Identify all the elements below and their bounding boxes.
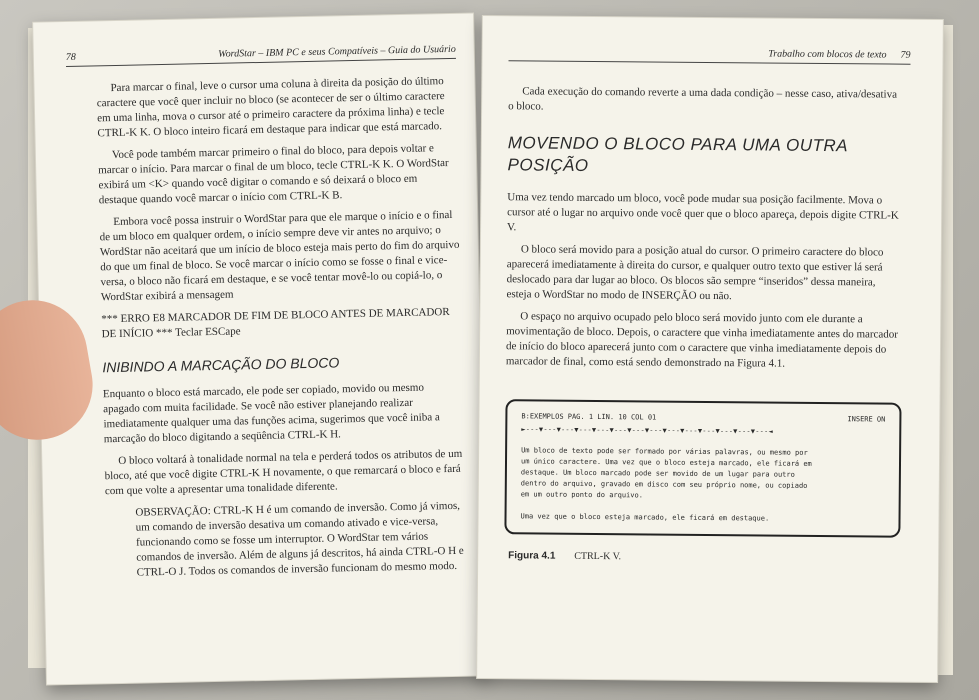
right-page-number: 79 bbox=[900, 49, 911, 61]
left-paragraph: Embora você possa instruir o WordStar para que ele marque o início e o final de um bloco em qualquer ordem, o início sempre deve vir antes no arquivo; o WordStar não aceitará que um início de bloco esteja mais perto do fim do arquivo do que um final de bloco. Se você marcar o início como se fosse o final e vice-versa, o bloco não ficará em destaque, e se você tentar movê-lo ou copiá-lo, o WordStar exibirá a mensagem bbox=[99, 208, 460, 304]
screen-line: um único caractere. Uma vez que o bloco esteja marcado, ele ficará em bbox=[520, 457, 812, 468]
screen-status-line bbox=[521, 411, 885, 425]
right-intro: Cada execução do comando reverte a uma dada condição – nesse caso, ativa/desativa o bloco. bbox=[508, 85, 898, 113]
figure-label: Figura 4.1 bbox=[508, 550, 556, 562]
screen-line: Uma vez que o bloco esteja marcado, ele ficará em destaque. bbox=[520, 512, 770, 523]
left-section-paragraph: O bloco voltará à tonalidade normal na tela e perderá todos os atributos de um bloco, até que você digite CTRL-K H novamente, o que remarcará o bloco e fará com que volte a apresentar uma tonalidade diferente. bbox=[104, 447, 463, 498]
right-header bbox=[509, 46, 911, 65]
right-page bbox=[477, 16, 943, 682]
wordstar-screen-figure bbox=[504, 399, 901, 537]
left-running-head: WordStar – IBM PC e seus Compatíveis – Guia do Usuário bbox=[218, 43, 456, 60]
screen-line: dentro do arquivo, gravado em disco com seu próprio nome, ou copiado bbox=[520, 479, 808, 490]
left-page-number: 78 bbox=[65, 51, 76, 64]
left-section-title: INIBINDO A MARCAÇÃO DO BLOCO bbox=[102, 354, 340, 376]
left-page bbox=[33, 13, 487, 684]
screen-ruler: ►---▼---▼---▼---▼---▼---▼---▼---▼---▼---▼---▼---▼---▼---◄ bbox=[521, 425, 773, 436]
screen-status-right: INSERE ON bbox=[847, 415, 886, 424]
figure-caption bbox=[508, 548, 900, 566]
error-message: *** ERRO E8 MARCADOR DE FIM DE BLOCO ANTES DE MARCADOR DE INÍCIO *** Teclar ESCape bbox=[101, 306, 450, 341]
left-section-paragraph: Enquanto o bloco está marcado, ele pode ser copiado, movido ou mesmo apagado com muita facilidade. Se você não estiver planejando realizar imediatamente qualquer uma das funções acima, sugerimos que você iniba a marcação do bloco digitando a seqüência CTRL-K H. bbox=[102, 381, 440, 446]
left-paragraph: Você pode também marcar primeiro o final do bloco, para depois voltar e marcar o início. Para marcar o final de um bloco, tecle CTRL-K K. O WordStar exibirá um <K> quando você digitar o comando e só deixará o bloco em destaque quando você marcar o início com CTRL-K B. bbox=[98, 142, 449, 207]
left-paragraph: Para marcar o final, leve o cursor uma coluna à direita da posição do último caractere que você quer incluir no bloco (se acontecer de ser o último caractere em uma linha, mova o cursor até o primeiro caractere da próxima linha) e tecle CTRL-K K. O bloco inteiro ficará em destaque para indicar que está marcado. bbox=[96, 75, 445, 140]
right-paragraph: O bloco será movido para a posição atual do cursor. O primeiro caractere do bloco aparecerá imediatamente à direita do cursor, e qualquer outro texto que estiver lá será deslocado para dar lugar ao bloco. Os blocos são sempre “inseridos” dessa maneira, esteja o WordStar no modo de INSERÇÃO ou não. bbox=[506, 243, 884, 303]
screen-line: em um outro ponto do arquivo. bbox=[520, 490, 643, 500]
right-section-title: MOVENDO O BLOCO PARA UMA OUTRA POSIÇÃO bbox=[507, 133, 848, 175]
screen-line: Um bloco de texto pode ser formado por várias palavras, ou mesmo por bbox=[521, 446, 808, 457]
left-header bbox=[66, 44, 456, 67]
right-running-head: Trabalho com blocos de texto bbox=[768, 48, 887, 61]
right-content bbox=[504, 84, 904, 566]
observation-note: OBSERVAÇÃO: CTRL-K H é um comando de inversão. Como já vimos, um comando de inversão desativa um comando ativado e vice-versa, funcionando como se fosse um interruptor. O WordStar tem vários comandos de inversão. Além de alguns já descritos, há ainda CTRL-O H e CTRL-O J. Todos os comandos de inversão funcionam do mesmo modo. bbox=[135, 499, 464, 579]
screen-status-left: B:EXEMPLOS PAG. 1 LIN. 10 COL 01 bbox=[521, 412, 657, 422]
screen-line: destaque. Um bloco marcado pode ser movido de um lugar para outro bbox=[520, 468, 795, 479]
right-paragraph: O espaço no arquivo ocupado pelo bloco será movido junto com ele durante a movimentação de bloco. Depois, o caractere que vinha imediatamente antes do marcador de início do bloco aparecerá junto com o caractere que vinha imediatamente depois do marcador de final, como está sendo demonstrado na Figura 4.1. bbox=[505, 310, 899, 370]
figure-caption-text: CTRL-K V. bbox=[574, 550, 622, 563]
right-paragraph: Uma vez tendo marcado um bloco, você pode mudar sua posição facilmente. Mova o cursor até o lugar no arquivo onde você quer que o bloco apareça, depois digite CTRL-K V. bbox=[507, 191, 899, 234]
left-content bbox=[96, 74, 467, 588]
